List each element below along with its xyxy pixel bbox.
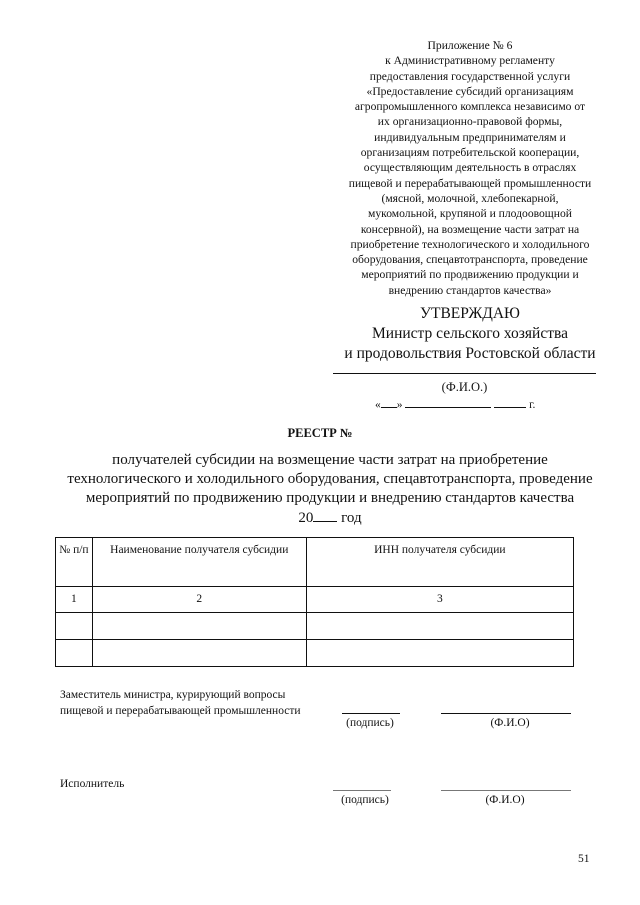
executor-fio-line bbox=[441, 790, 571, 791]
approval-signature-line bbox=[333, 373, 596, 374]
appendix-line: мероприятий по продвижению продукции и bbox=[361, 268, 579, 282]
approval-position-line1: Министр сельского хозяйства bbox=[372, 325, 568, 342]
registry-table bbox=[55, 537, 574, 667]
table-cell bbox=[306, 613, 573, 640]
deputy-minister-label bbox=[60, 688, 301, 719]
header-inn: ИНН получателя субсидии bbox=[306, 538, 573, 587]
table-header-row bbox=[56, 538, 574, 587]
year-word: год bbox=[341, 510, 362, 526]
table-row bbox=[56, 613, 574, 640]
header-number: № п/п bbox=[56, 538, 93, 587]
executor-signature-line bbox=[333, 790, 391, 791]
column-number-1: 1 bbox=[56, 587, 93, 613]
column-number-3: 3 bbox=[306, 587, 573, 613]
year-prefix: 20 bbox=[298, 510, 314, 526]
appendix-line: Приложение № 6 bbox=[427, 39, 513, 52]
appendix-line: пищевой и перерабатывающей промышленности bbox=[348, 176, 592, 190]
approval-position-line2: и продовольствия Ростовской области bbox=[344, 345, 596, 362]
date-quote-open: « bbox=[375, 399, 381, 411]
registry-subtitle bbox=[50, 451, 610, 528]
approval-date bbox=[375, 398, 565, 411]
month-blank bbox=[405, 398, 491, 408]
appendix-line: осуществляющим деятельность в отраслях bbox=[363, 161, 577, 175]
appendix-line: предоставления государственной услуги bbox=[369, 69, 571, 83]
appendix-line: агропромышленного комплекса независимо от bbox=[354, 100, 586, 114]
day-blank bbox=[381, 398, 397, 408]
subtitle-line2: технологического и холодильного оборудования, спецавтотранспорта, проведение bbox=[67, 471, 593, 487]
appendix-line: индивидуальным предпринимателям и bbox=[374, 130, 566, 144]
deputy-line2: пищевой и перерабатывающей промышленности bbox=[60, 704, 301, 717]
registry-title: РЕЕСТР № bbox=[287, 426, 353, 440]
column-number-2: 2 bbox=[92, 587, 306, 613]
appendix-line: (мясной, молочной, хлебопекарной, bbox=[381, 191, 559, 205]
subtitle-year bbox=[50, 508, 610, 528]
year-blank bbox=[494, 398, 526, 408]
deputy-fio-line bbox=[441, 713, 571, 714]
date-quote-close: » bbox=[396, 399, 403, 411]
appendix-line: их организационно-правовой формы, bbox=[377, 115, 563, 129]
subtitle-line1: получателей субсидии на возмещение части затрат на приобретение bbox=[112, 452, 548, 468]
table-cell bbox=[56, 613, 93, 640]
deputy-line1: Заместитель министра, курирующий вопросы bbox=[60, 689, 286, 701]
subtitle-line3: мероприятий по продвижению продукции и внедрению стандартов качества bbox=[85, 490, 575, 506]
approval-heading: УТВЕРЖДАЮ bbox=[420, 305, 520, 322]
appendix-line: приобретение технологического и холодильного bbox=[350, 237, 590, 251]
appendix-note bbox=[300, 38, 640, 298]
table-numbering-row bbox=[56, 587, 574, 613]
table-row bbox=[56, 640, 574, 667]
page-number: 51 bbox=[578, 853, 590, 865]
year-suffix: г. bbox=[529, 399, 536, 411]
appendix-line: оборудования, спецавтотранспорта, проведение bbox=[352, 253, 588, 267]
table-cell bbox=[306, 640, 573, 667]
executor-fio-caption: (Ф.И.О) bbox=[485, 794, 525, 806]
deputy-signature-line bbox=[342, 713, 400, 714]
appendix-line: внедрению стандартов качества» bbox=[388, 283, 552, 297]
year-blank bbox=[313, 508, 337, 522]
table-cell bbox=[56, 640, 93, 667]
appendix-line: мукомольной, крупяной и плодоовощной bbox=[368, 207, 572, 221]
executor-label: Исполнитель bbox=[60, 778, 125, 790]
appendix-line: организациям потребительской кооперации, bbox=[360, 146, 580, 160]
executor-signature-caption: (подпись) bbox=[341, 794, 389, 806]
table-cell bbox=[92, 613, 306, 640]
header-recipient-name: Наименование получателя субсидии bbox=[92, 538, 306, 587]
appendix-line: консервной), на возмещение части затрат на bbox=[360, 222, 580, 236]
approval-fio-caption: (Ф.И.О.) bbox=[441, 380, 488, 394]
deputy-fio-caption: (Ф.И.О) bbox=[490, 717, 530, 729]
appendix-line: «Предоставление субсидий организациям bbox=[366, 84, 574, 98]
appendix-line: к Административному регламенту bbox=[385, 54, 555, 68]
table-cell bbox=[92, 640, 306, 667]
deputy-signature-caption: (подпись) bbox=[346, 717, 394, 729]
approval-block bbox=[320, 304, 620, 364]
